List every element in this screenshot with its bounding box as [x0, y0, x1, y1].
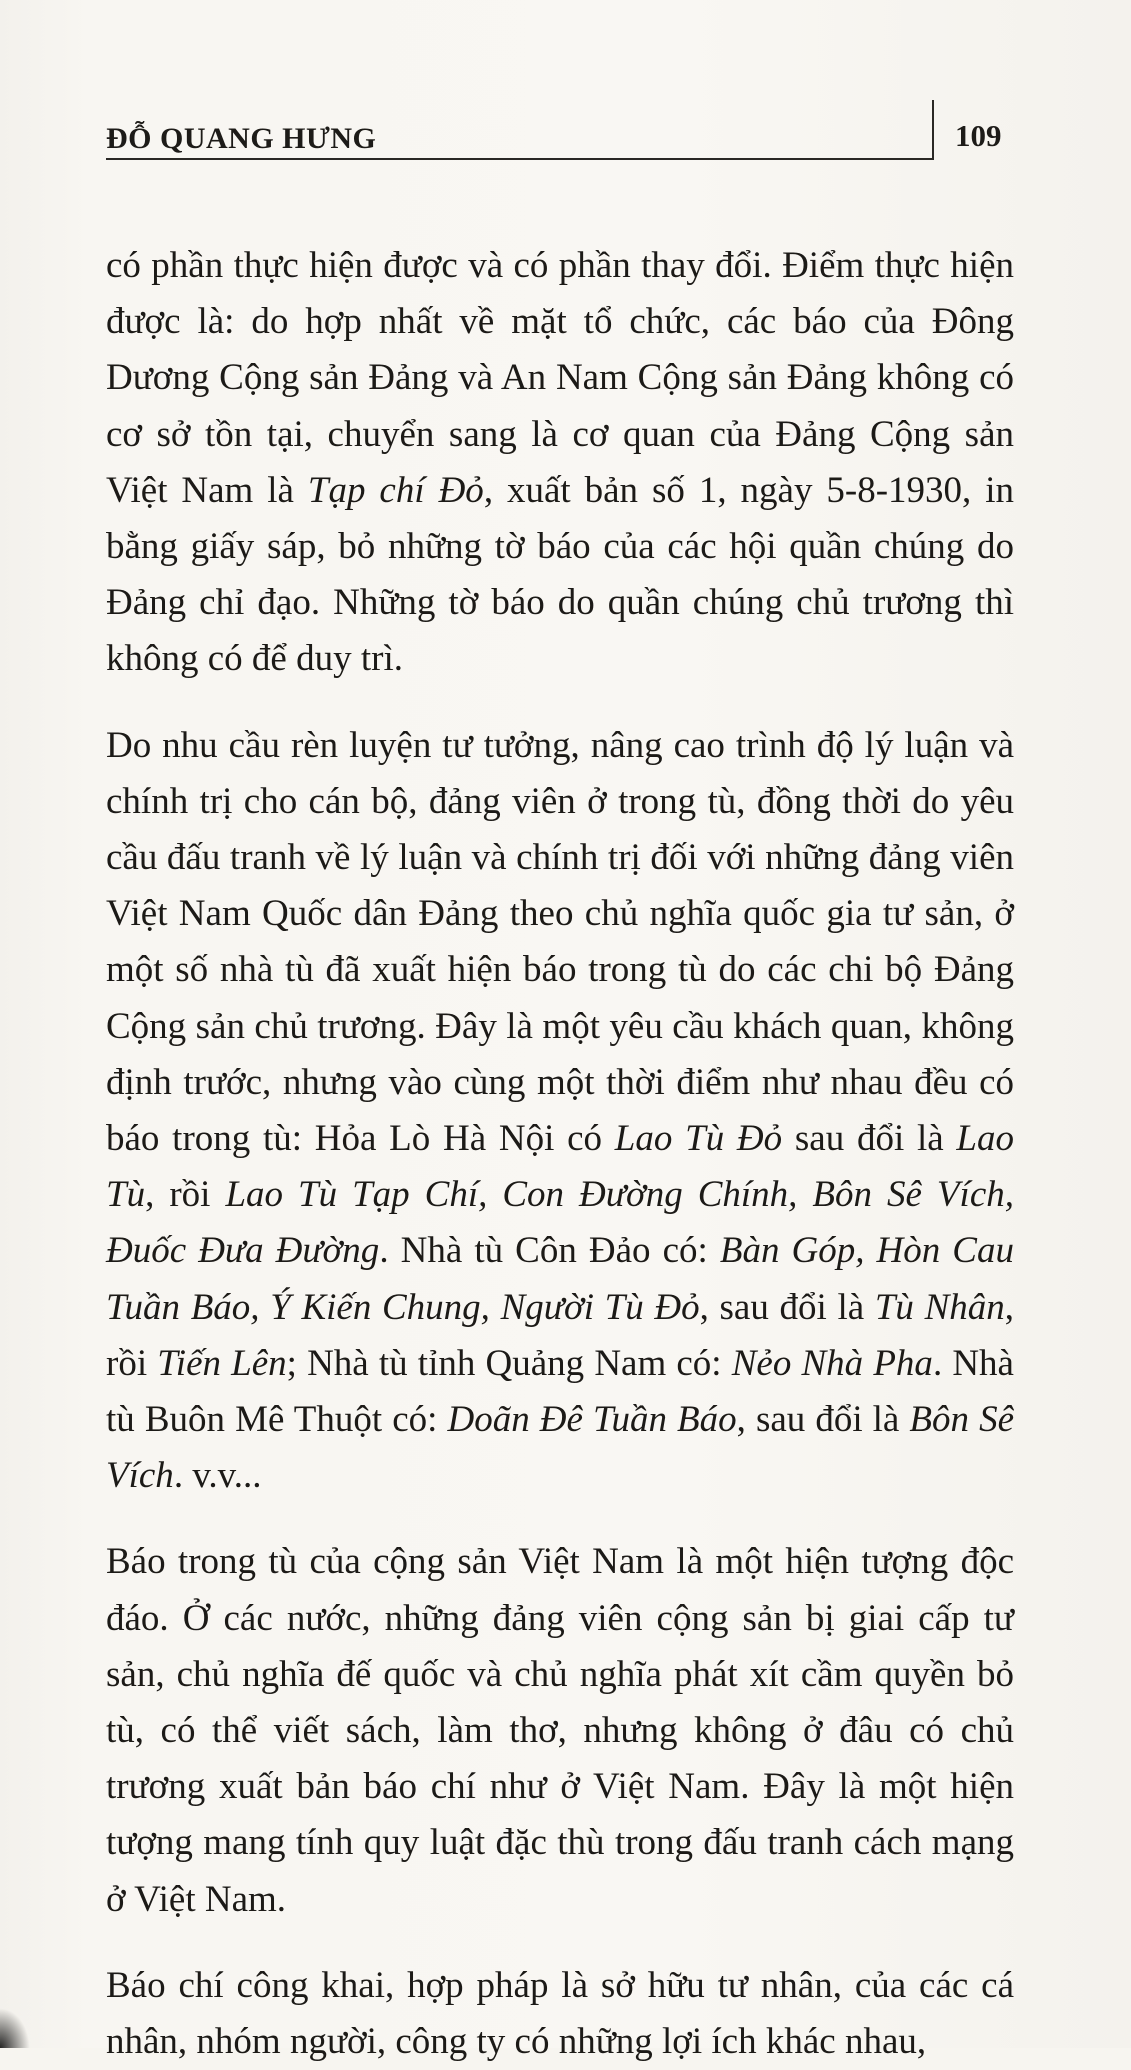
paragraph-2-italic-7: Nẻo Nhà Pha — [731, 1342, 933, 1384]
paragraph-2-italic-6: Tiến Lên — [157, 1342, 287, 1384]
paragraph-2-italic-5: Tù Nhân — [874, 1286, 1005, 1328]
running-header — [106, 100, 936, 160]
page-number: 109 — [955, 118, 1002, 153]
paragraph-2-text-a: Do nhu cầu rèn luyện tư tưởng, nâng cao trình độ lý luận và chính trị cho cán bộ, đảng viên ở trong tù, đồng thời do yêu cầu đấu tranh về lý luận và chính trị đối với những đảng viên Việt Nam Quốc dân Đảng theo chủ nghĩa quốc gia tư sản, ở một số nhà tù đã xuất hiện báo trong tù do các chi bộ Đảng Cộng sản chủ trương. Đây là một yêu cầu khách quan, không định trước, nhưng vào cùng một thời điểm như nhau đều có báo trong tù: Hỏa Lò Hà Nội có — [106, 724, 1014, 1160]
paragraph-3 — [106, 1534, 1014, 1927]
paragraph-2-text-k: . v.v... — [173, 1455, 262, 1497]
paragraph-2-text-f: , rồi — [106, 1286, 1014, 1384]
paragraph-2-italic-2: Lao Tù — [106, 1118, 1014, 1216]
paragraph-2-text-h: . Nhà tù Buôn Mê Thuột có: — [106, 1342, 1014, 1441]
paragraph-1-text: có phần thực hiện được và có phần thay đổi. Điểm thực hiện được là: do hợp nhất về mặt tổ chức, các báo của Đông Dương Cộng sản Đảng và An Nam Cộng sản Đảng không có cơ sở tồn tại, chuyển sang là cơ quan của Đảng Cộng sản Việt Nam là — [106, 245, 1014, 511]
paragraph-2-text-g: ; Nhà tù tỉnh Quảng Nam có: — [286, 1342, 732, 1384]
paragraph-4 — [106, 1958, 1014, 2070]
paragraph-4-text: Báo chí công khai, hợp pháp là sở hữu tư nhân, của các cá nhân, nhóm người, công ty có những lợi ích khác nhau, — [106, 1964, 1014, 2063]
paragraph-2-text-b: sau đổi là — [782, 1118, 957, 1160]
body-text — [106, 238, 1014, 2070]
paragraph-2-italic-8: Doãn Đê Tuần Báo — [447, 1399, 737, 1441]
paragraph-2 — [106, 718, 1014, 1505]
paragraph-2-italic-4: Bàn Góp, Hòn Cau Tuần Báo, Ý Kiến Chung, Người Tù Đỏ — [106, 1230, 1014, 1328]
header-rule — [106, 158, 934, 160]
paragraph-2-text-j: , sau đổi là — [736, 1399, 910, 1441]
paragraph-1-tail: , xuất bản số 1, ngày 5-8-1930, in bằng giấy sáp, bỏ những tờ báo của các hội quần chúng do Đảng chỉ đạo. Những tờ báo do quần chúng chủ trương thì không có để duy trì. — [106, 469, 1014, 680]
paragraph-2-text-c: , rồi — [145, 1174, 226, 1216]
paragraph-2-text-e: , sau đổi là — [699, 1286, 875, 1328]
paragraph-2-text-d: . Nhà tù Côn Đảo có: — [379, 1230, 720, 1272]
paragraph-2-italic-9: Bôn Sê Vích — [106, 1399, 1014, 1497]
paragraph-3-text: Báo trong tù của cộng sản Việt Nam là một hiện tượng độc đáo. Ở các nước, những đảng viên cộng sản bị giai cấp tư sản, chủ nghĩa đế quốc và chủ nghĩa phát xít cầm quyền bỏ tù, có thể viết sách, làm thơ, nhưng không ở đâu có chủ trương xuất bản báo chí như ở Việt Nam. Đây là một hiện tượng mang tính quy luật đặc thù trong đấu tranh cách mạng ở Việt Nam. — [106, 1541, 1014, 1920]
paragraph-1-italic-do: Đỏ — [438, 469, 484, 511]
paragraph-1 — [106, 238, 1014, 688]
page-corner-shadow — [0, 2008, 30, 2048]
header-divider — [932, 100, 934, 160]
paragraph-2-italic-1: Lao Tù Đỏ — [614, 1118, 783, 1160]
paragraph-1-italic-journal: Tạp chí — [307, 469, 439, 511]
header-author: ĐỖ QUANG HƯNG — [106, 122, 377, 155]
paragraph-2-italic-3: Lao Tù Tạp Chí, Con Đường Chính, Bôn Sê Vích, Đuốc Đưa Đường — [106, 1174, 1014, 1272]
